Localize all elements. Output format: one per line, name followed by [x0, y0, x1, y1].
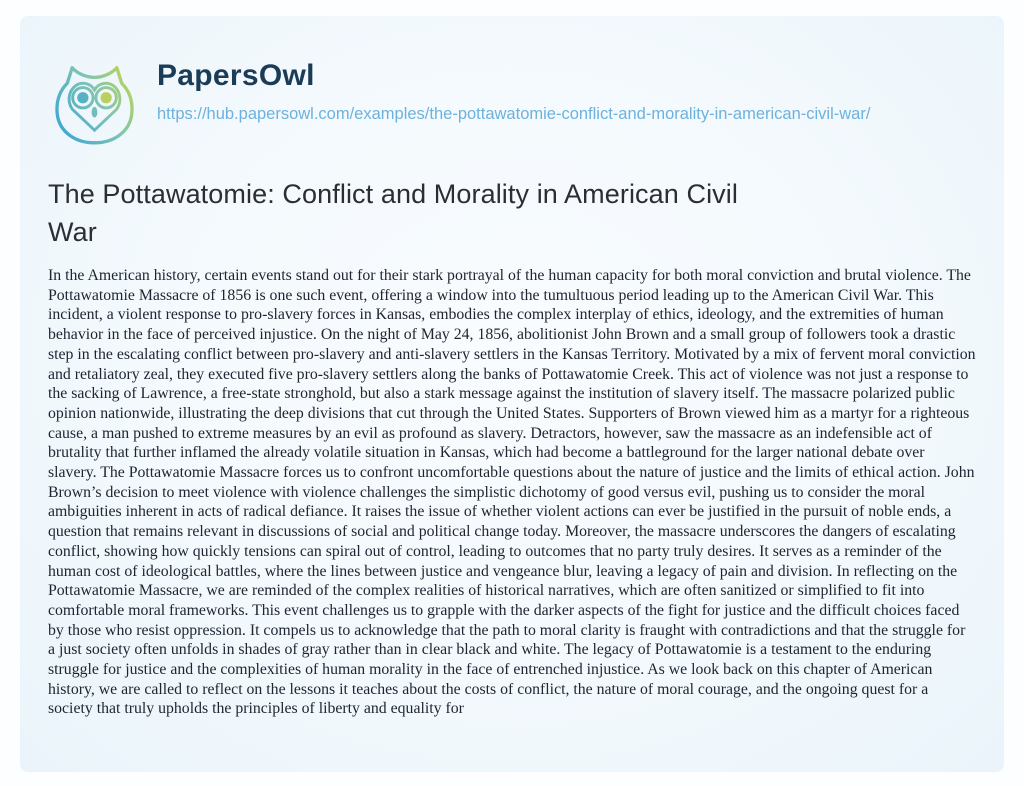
- site-header: [20, 16, 1004, 153]
- owl-icon: [46, 56, 143, 153]
- brand-name: PapersOwl: [157, 59, 315, 92]
- article-title: The Pottawatomie: Conflict and Morality in American Civil War: [48, 179, 738, 247]
- papersowl-owl-logo-icon: [46, 56, 143, 153]
- article-preview-card: [20, 16, 1004, 772]
- article-body-text: In the American history, certain events stand out for their stark portrayal of the human capacity for both moral conviction and brutal violence. The Pottawatomie Massacre of 1856 is one such event, offering a window into the tumultuous period leading up to the American Civil War. This incident, a violent response to pro-slavery forces in Kansas, embodies the complex interplay of ethics, ideology, and the extremities of human behavior in the face of perceived injustice. On the night of May 24, 1856, abolitionist John Brown and a small group of followers took a drastic step in the escalating conflict between pro-slavery and anti-slavery settlers in the Kansas Territory. Motivated by a mix of fervent moral conviction and retaliatory zeal, they executed five pro-slavery settlers along the banks of Pottawatomie Creek. This act of violence was not just a response to the sacking of Lawrence, a free-state stronghold, but also a stark message against the institution of slavery itself. The massacre polarized public opinion nationwide, illustrating the deep divisions that cut through the United States. Supporters of Brown viewed him as a martyr for a righteous cause, a man pushed to extreme measures by an evil as profound as slavery. Detractors, however, saw the massacre as an indefensible act of brutality that further inflamed the already volatile situation in Kansas, which had become a battleground for the larger national debate over slavery. The Pottawatomie Massacre forces us to confront uncomfortable questions about the nature of justice and the limits of ethical action. John Brown’s decision to meet violence with violence challenges the simplistic dichotomy of good versus evil, pushing us to consider the moral ambiguities inherent in acts of radical defiance. It raises the issue of whether violent actions can ever be justified in the pursuit of noble ends, a question that remains relevant in discussions of social and political change today. Moreover, the massacre underscores the dangers of escalating conflict, showing how quickly tensions can spiral out of control, leading to outcomes that no party truly desires. It serves as a reminder of the human cost of ideological battles, where the lines between justice and vengeance blur, leaving a legacy of pain and division. In reflecting on the Pottawatomie Massacre, we are reminded of the complex realities of historical narratives, which are often sanitized or simplified to fit into comfortable moral frameworks. This event challenges us to grapple with the darker aspects of the fight for justice and the difficult choices faced by those who resist oppression. It compels us to acknowledge that the path to moral clarity is fraught with contradictions and that the struggle for a just society often unfolds in shades of gray rather than in clear black and white. The legacy of Pottawatomie is a testament to the enduring struggle for justice and the complexities of human morality in the face of entrenched injustice. As we look back on this chapter of American history, we are called to reflect on the lessons it teaches about the costs of conflict, the nature of moral courage, and the ongoing quest for a society that truly upholds the principles of liberty and equality for: [48, 267, 976, 718]
- article-url-link[interactable]: https://hub.papersowl.com/examples/the-pottawatomie-conflict-and-morality-in-american-civil-war/: [157, 105, 871, 123]
- brand-block: [157, 56, 870, 127]
